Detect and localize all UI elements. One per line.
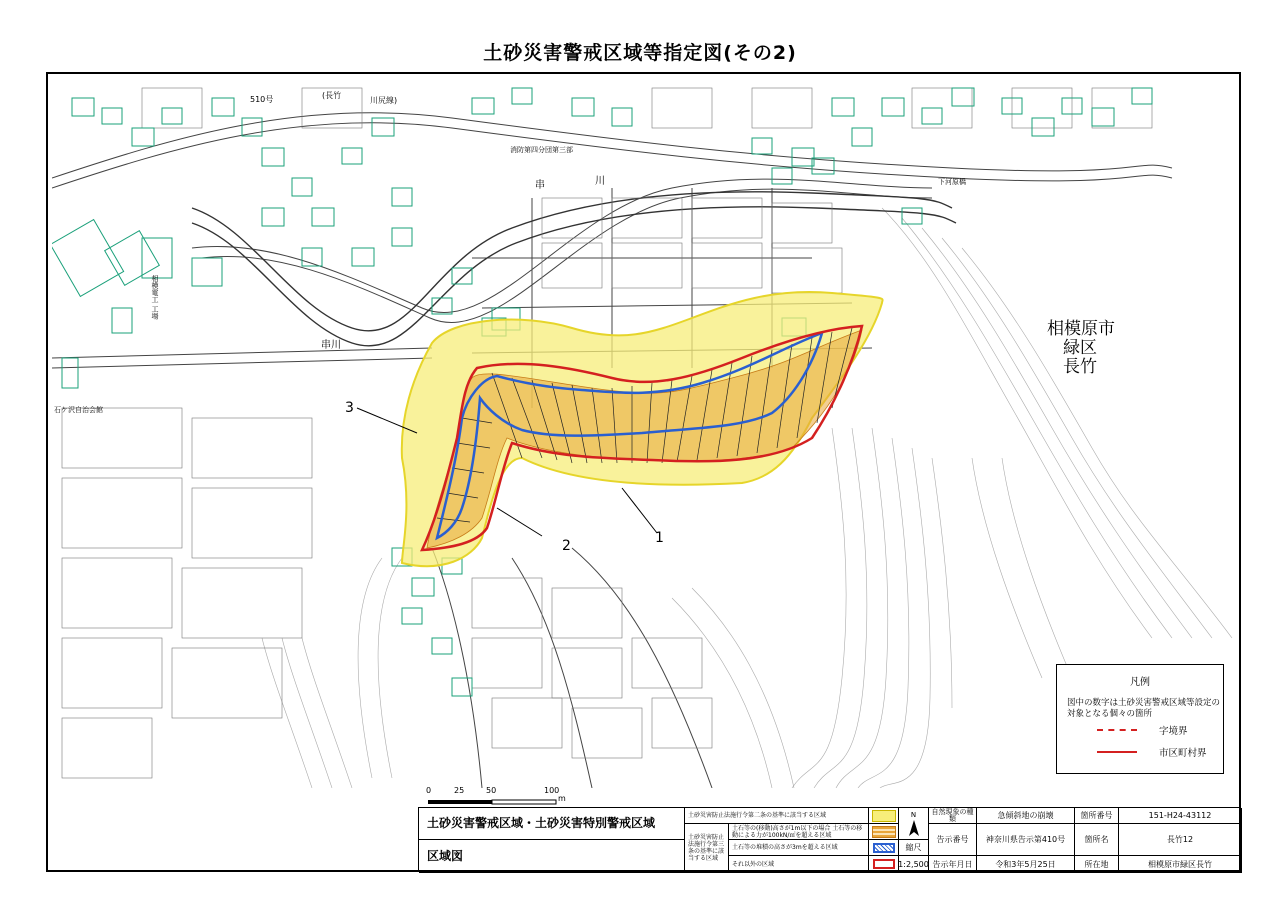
river-label-1: 串: [535, 180, 545, 191]
bridge-label-shimogawara: 下河原橋: [938, 178, 966, 186]
header-notice-no: 告示番号: [929, 824, 977, 856]
map-name-1: 土砂災害警戒区域・土砂災害特別警戒区域: [419, 808, 685, 840]
callout-3: 3: [345, 400, 354, 416]
value-notice-date: 令和3年5月25日: [977, 856, 1075, 873]
map-name-2: 区域図: [419, 840, 685, 873]
header-site-no: 箇所番号: [1075, 808, 1119, 824]
road-label-510: 510号: [250, 95, 274, 104]
law-row-1: 土砂災害防止法施行令第二条の基準に該当する区域: [685, 808, 869, 824]
value-notice-no: 神奈川県告示第410号: [977, 824, 1075, 856]
scale-tick-50: 50: [486, 786, 497, 795]
area-label: 長竹: [1063, 357, 1097, 377]
law-row-2b: 土石等の(移動)高さが1m以下の場合 土石等の移動による力が100kN/㎡を超える区域: [729, 824, 869, 840]
page-title: 土砂災害警戒区域等指定図(その2): [483, 42, 797, 64]
legend-item-aza: 字境界: [1067, 723, 1217, 737]
scale-unit: m: [558, 794, 566, 803]
law-row-2c: 土石等の堆積の高さが3mを超える区域: [729, 840, 869, 856]
north-arrow-icon: N: [899, 808, 929, 840]
legend-title: 凡例: [1130, 677, 1150, 688]
ward-label: 緑区: [1063, 338, 1097, 358]
header-location: 所在地: [1075, 856, 1119, 873]
fire-station-label: 消防第四分団第三部: [510, 146, 573, 154]
scale-tick-25: 25: [454, 786, 465, 795]
value-location: 相模原市緑区長竹: [1119, 856, 1242, 873]
law-row-2-label: 土砂災害防止法施行令第三条の基準に該当する区域: [685, 824, 729, 873]
road-label-nagatake: (長竹: [322, 91, 342, 100]
callout-2: 2: [562, 538, 571, 554]
city-label: 相模原市: [1047, 319, 1115, 339]
road-label-kawajiri: 川尻線): [370, 96, 398, 105]
legend-item-municipal: 市区町村界: [1067, 745, 1217, 759]
scale-value: 1:2,500: [899, 856, 929, 873]
scale-label: 縮尺: [899, 840, 929, 856]
scale-tick-100: 100: [544, 786, 560, 795]
river-label-2: 川: [595, 176, 605, 187]
factory-label: 相模電工 工場: [151, 275, 159, 320]
swatch-orange: [869, 824, 899, 840]
swatch-red: [869, 856, 899, 873]
community-hall-label: 石ケ沢自治会館: [54, 406, 103, 414]
legend-note: 図中の数字は土砂災害警戒区域等設定の対象となる個々の箇所: [1067, 698, 1221, 719]
solid-red-line-icon: [1097, 751, 1137, 753]
value-site-name: 長竹12: [1119, 824, 1242, 856]
law-row-2d: それ以外の区域: [729, 856, 869, 873]
north-arrow-glyph: [909, 820, 919, 836]
header-phenomenon: 自然現象の種類: [929, 808, 977, 824]
scale-tick-0: 0: [426, 786, 432, 795]
river-label-3: 串川: [321, 340, 341, 351]
callout-1: 1: [655, 530, 664, 546]
legend-box: [1056, 664, 1224, 774]
header-notice-date: 告示年月日: [929, 856, 977, 873]
value-site-no: 151-H24-43112: [1119, 808, 1242, 824]
dashed-red-line-icon: [1097, 729, 1137, 731]
title-block: [418, 807, 1241, 872]
value-phenomenon: 急傾斜地の崩壊: [977, 808, 1075, 824]
header-site-name: 箇所名: [1075, 824, 1119, 856]
swatch-blue: [869, 840, 899, 856]
swatch-yellow: [869, 808, 899, 824]
